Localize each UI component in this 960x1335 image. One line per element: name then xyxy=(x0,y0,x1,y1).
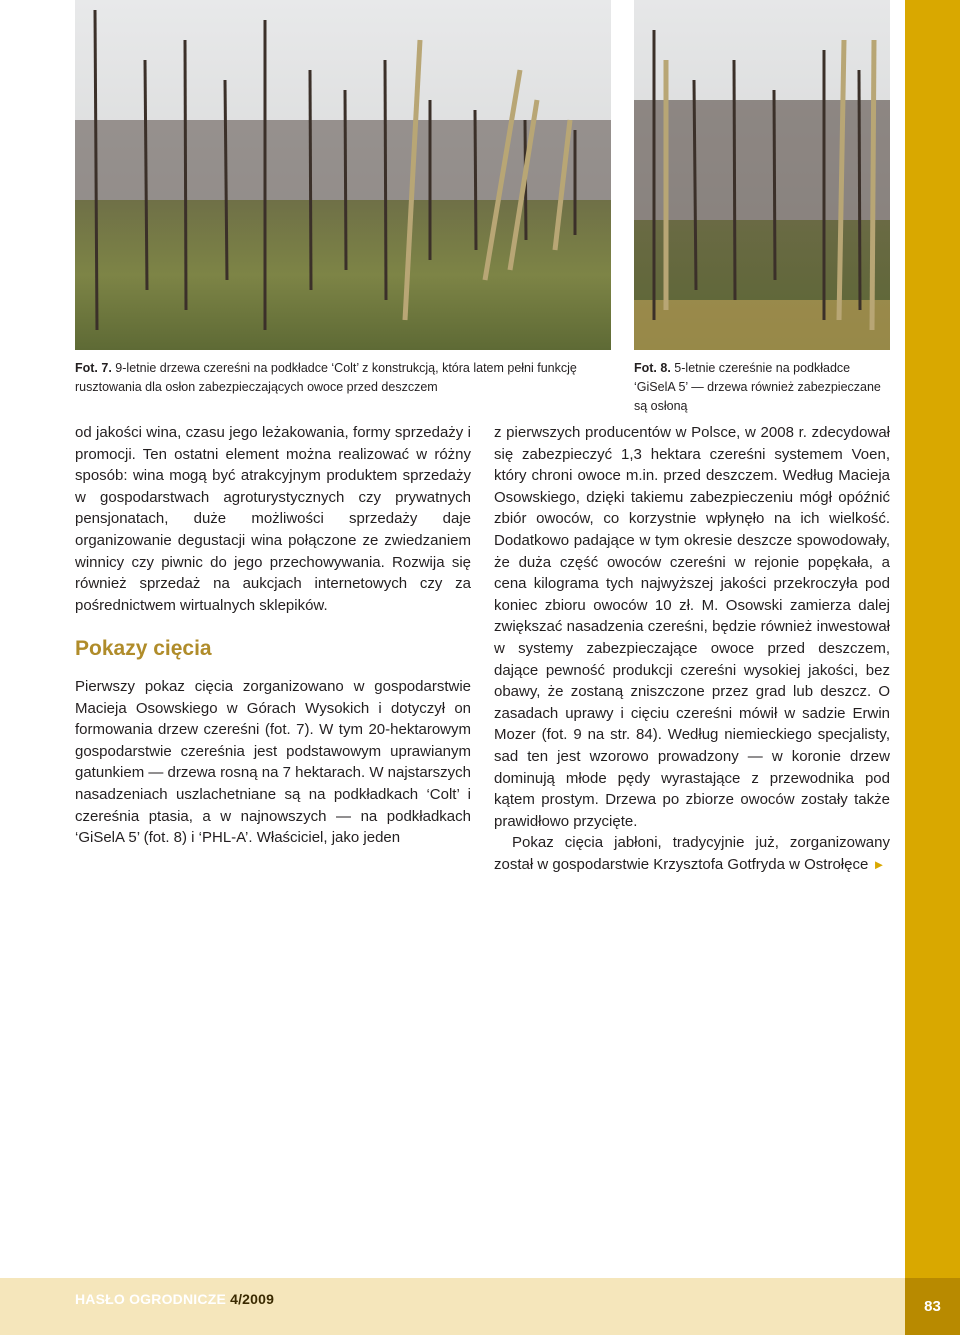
right-accent-bar xyxy=(905,0,960,1278)
photo-8-caption xyxy=(634,359,894,416)
page-number-box xyxy=(905,1278,960,1335)
photo-7-caption xyxy=(75,359,615,397)
section-heading: Pokazy cięcia xyxy=(75,637,212,661)
page-number: 83 xyxy=(924,1298,941,1315)
caption-label: Fot. 7. xyxy=(75,361,112,375)
paragraph-text: Pokaz cięcia jabłoni, tradycyjnie już, zorganizowany został w gospodarstwie Krzysztofa Gotfryda w Ostrołęce xyxy=(494,834,890,873)
paragraph: od jakości wina, czasu jego leżakowania, formy sprzedaży i promocji. Ten ostatni element można realizować w różny sposób: wina mogą być atrakcyjnym produktem sprzedaży w gospodarstwach agroturystycznych czy prywatnych pensjonatach, duże możliwości sprzedaży daje organizowanie degustacji wina połączone ze zwiedzaniem winnicy czy piwnic do jego przechowywania. Rozwija się również sprzedaż na aukcjach internetowych czy za pośrednictwem wirtualnych sklepików. xyxy=(75,424,471,614)
continue-arrow-icon: ► xyxy=(872,856,886,872)
paragraph: z pierwszych producentów w Polsce, w 2008 r. zdecydował się zabezpieczyć 1,3 hektara czereśni systemem Voen, który chroni owoce m.in. przed deszczem. Według Macieja Osowskiego, dzięki takiemu zabezpieczeniu mógł opóźnić zbiór owoców, co korzystnie wpłynęło na ich wielkość. Dodatkowo padające w tym okresie deszcze spowodowały, że duża część owoców czereśni w rejonie popękała, a cena kilograma tych najwyższej jakości przekroczyła pod koniec zbioru owoców 10 zł. M. Osowski zamierza dalej zwiększać nasadzenia czereśni, będzie również inwestował w systemy zabezpieczające owoce przed deszczem, dające pewność produkcji czereśni wysokiej jakości, bez obawy, że zostaną zniszczone przez grad lub deszcz. O zasadach uprawy i cięciu czereśni mówił w sadzie Erwin Mozer (fot. 9 na str. 84). Według niemieckiego specjalisty, sad ten jest wzorowo prowadzony — w koronie drzew dominują młode pędy wyrastające z przewodnika pod kątem prostym. Drzewa po zbiorze owoców zostały także prawidłowo przycięte. xyxy=(494,424,890,830)
paragraph xyxy=(494,832,890,875)
caption-text: 5-letnie czereśnie na podkładce ‘GiSelA 5’ — drzewa również zabezpieczane są osłoną xyxy=(634,361,881,413)
journal-issue: 4/2009 xyxy=(230,1291,275,1307)
photo-cherry-trees-colt xyxy=(75,0,611,350)
photo-cherry-trees-gisela xyxy=(634,0,890,350)
paragraph: Pierwszy pokaz cięcia zorganizowano w gospodarstwie Macieja Osowskiego w Górach Wysokich i dotyczył on formowania drzew czereśni (fot. 7). W tym 20-hektarowym gospodarstwie czereśnia jest podstawowym uprawianym gatunkiem — drzewa rosną na 7 hektarach. W najstarszych nasadzeniach uszlachetniane są na podkładkach ‘Colt’ i czereśnia ptasia, a w najnowszych — na podkładkach ‘GiSelA 5’ (fot. 8) i ‘PHL-A’. Właściciel, jako jeden xyxy=(75,677,472,847)
journal-name: HASŁO OGRODNICZE xyxy=(75,1291,226,1307)
caption-label: Fot. 8. xyxy=(634,361,671,375)
left-text-column xyxy=(75,422,471,849)
caption-text: 9-letnie drzewa czereśni na podkładce ‘Colt’ z konstrukcją, która latem pełni funkcję rusztowania dla osłon zabezpieczających owoce przed deszczem xyxy=(75,361,577,394)
journal-footer xyxy=(75,1291,274,1307)
right-text-column xyxy=(494,422,890,875)
